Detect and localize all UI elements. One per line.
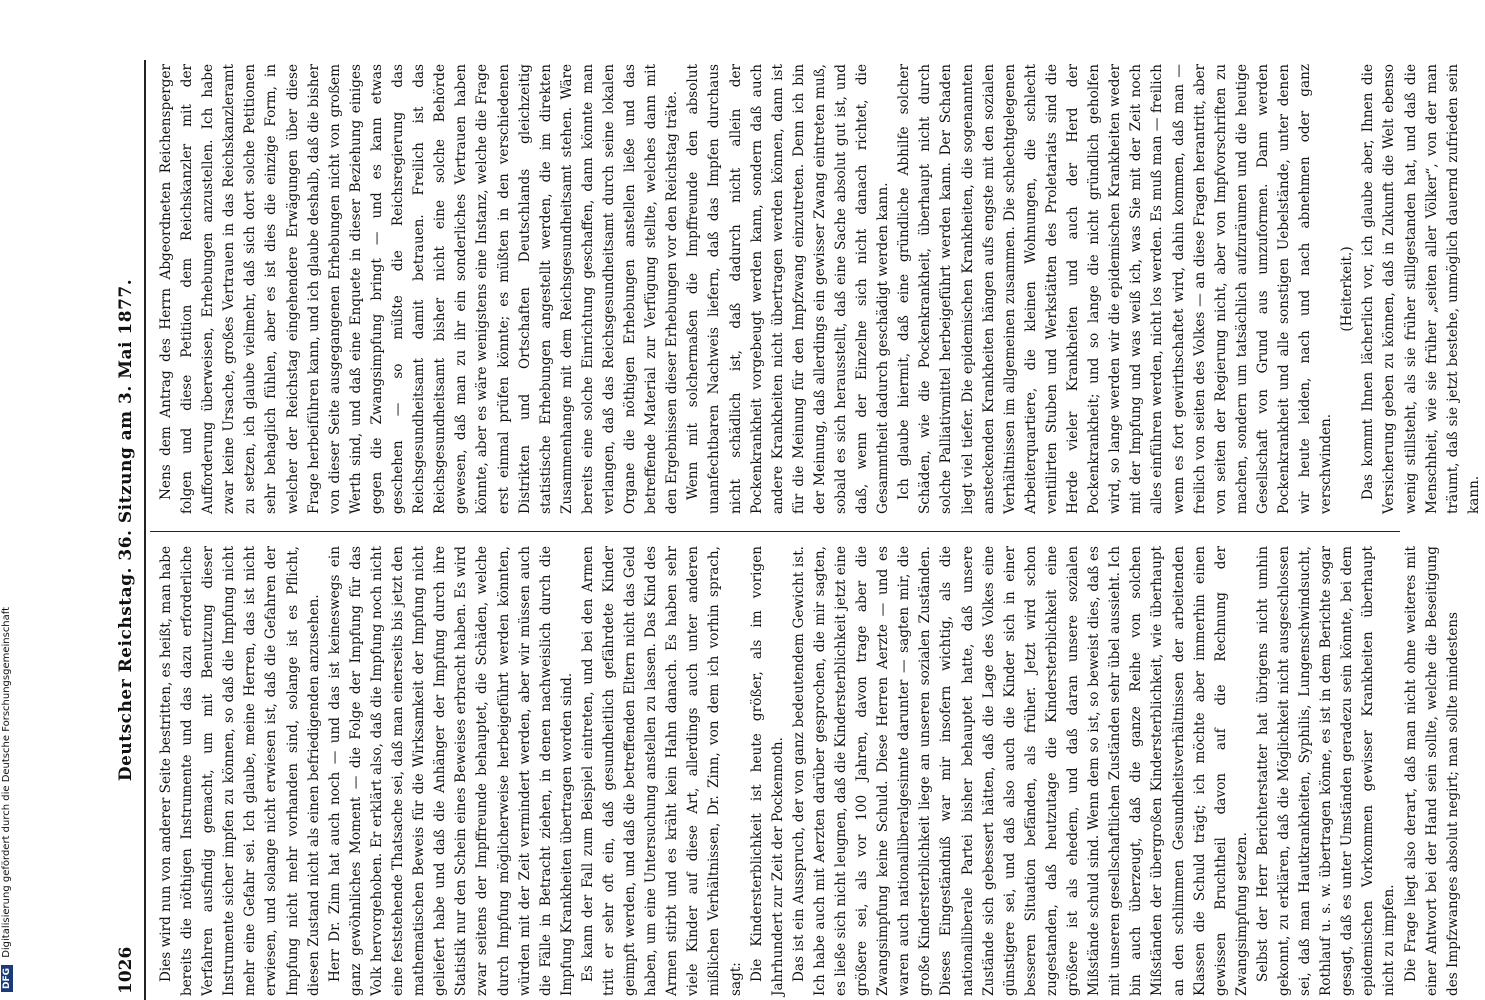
paragraph: Ich glaube hiermit, daß eine gründliche Abhilfe solcher Schäden, wie die Pockenkrankheit, überhaupt nicht durch solche Palliativmittel herbeigeführt werden kann. Der Schaden liegt viel tiefer. Die epidemischen Krankheiten, die sogenannten ansteckenden Krankheiten hängen aufs engste mit den sozialen Verhältnissen im allgemeinen zusammen. Die schlechtgelegenen Arbeiterquartiere, die kleinen Wohnungen, die schlecht ventilirten Stuben und Werkstätten des Proletariats sind die Herde vieler Krankheiten und auch der Herd der Pockenkrankheit; und so lange die nicht gründlich geholfen wird, so lange werden wir die epidemischen Krankheiten weder mit der Impfung und was weiß ich, was Sie mit der Zeit noch alles einführen werden, nicht los werden. Es muß man — freilich wenn es fort gewirthschaftet wird, dahin kommen, daß man — freilich von seiten des Volkes — an diese Fragen herantritt, aber von seiten der Regierung nicht, aber von Impfvorschriften zu machen, sondern um tatsächlich aufzuräumen und die heutige Gesellschaft von Grund aus umzuformen. Dann werden Pockenkrankheit und alle sonstigen Uebelstände, unter denen wir heute leiden, nach und nach abnehmen oder ganz verschwinden. (896, 64, 1335, 514)
left-column (156, 546, 1461, 996)
paragraph: Herr Dr. Zinn hat auch noch — und das ist keineswegs ein ganz gewöhnliches Moment — die Folge der Impfung für das Volk hervorgehoben. Er erklärt also, daß die Impfung noch nicht eine feststehende Thatsache sei, daß man einerseits bis jetzt den mathematischen Beweis für die Wirksamkeit der Impfung nicht geliefert habe und daß die Anhänger der Impfung durch ihre Statistik nur den Schein eines Beweises erbracht haben. Es wird zwar seitens der Impffreunde behauptet, die Schäden, welche durch Impfung möglicherweise herbeigeführt werden könnten, würden mit der Zeit vermindert werden, aber wir müssen auch die Fälle in Betracht ziehen, in denen nachweislich durch die Impfung Krankheiten übertragen worden sind. (326, 546, 575, 996)
digitization-credit (0, 0, 14, 1000)
credit-text: Digitalisierung gefördert durch die Deutsche Forschungsgemeinschaft (1, 606, 12, 958)
paragraph: Es kann der Fall zum Beispiel eintreten, und bei den Armen tritt er sehr oft ein, daß gesundheitlich gefährdete Kinder geimpft werden, und daß die betreffenden Eltern nicht das Geld haben, um eine Untersuchung anstellen zu lassen. Das Kind des Armen stirbt und es kräht kein Hahn danach. Es haben sehr viele Kinder auf diese Art, allerdings auch unter anderen mißlichen Verhältnissen, Dr. Zinn, von dem ich vorhin sprach, sagt: (579, 546, 744, 996)
right-column (156, 64, 1482, 514)
paragraph: Das ist ein Ausspruch, der von ganz bedeutendem Gewicht ist. Ich habe auch mit Aerzten darüber gesprochen, die mir sagten, es ließe sich nicht leugnen, daß die Kindersterblichkeit jetzt eine größere sei, als vor 100 Jahren, davon trage aber die Zwangsimpfung keine Schuld. Diese Herren Aerzte — und es waren auch nationalliberalgesinnte darunter — sagten mir, die große Kindersterblichkeit liege an unseren sozialen Zuständen. Dieses Eingeständniß war mir insofern wichtig, als die nationalliberale Partei bisher behauptet hatte, daß unsere Zustände sich gebessert hätten, daß die Lage des Volkes eine günstigere sei, und daß also auch die Kinder sich in einer besseren Situation befänden, als früher. Jetzt wird schon zugestanden, daß heutzutage die Kindersterblichkeit eine größere ist als ehedem, und daß daran unsere sozialen Mißstände schuld sind. Wenn dem so ist, so beweist dies, daß es mit unseren gesellschaftlichen Zuständen sehr übel aussieht. Ich bin auch überzeugt, daß die ganze Reihe von solchen Mißständen der übergroßen Kindersterblichkeit, wie überhaupt an den schlimmen Gesundheitsverhältnissen der arbeitenden Klassen die Schuld trägt; ich möchte aber immerhin einen gewissen Bruchtheil davon auf die Rechnung der Zwangsimpfung setzen. (790, 546, 1250, 996)
interjection: (Heiterkeit.) (1339, 246, 1356, 332)
paragraph: Die Frage liegt also derart, daß man nicht ohne weiteres mit einer Antwort bei der Hand sein sollte, welche die Beseitigung des Impfzwanges absolut negirt; man sollte mindestens (1402, 546, 1461, 996)
paragraph: Nens dem Antrag des Herrn Abgeordneten Reichensperger folgen und diese Petition dem Reichskanzler mit der Aufforderung überweisen, Erhebungen anzustellen. Ich habe zwar keine Ursache, großes Vertrauen in das Reichskanzleramt zu setzen, ich glaube vielmehr, daß sich dort solche Petitionen sehr behaglich fühlen, aber es ist dies die einzige Form, in welcher der Reichstag eingehendere Erwägungen über diese Frage herbeiführen kann, und ich glaube deshalb, daß die bisher von dieser Seite ausgegangenen Erhebungen nicht von großem Werth sind, und daß eine Enquete in dieser Beziehung einiges gegen die Zwangsimpfung bringt — und es kann etwas geschehen — so müßte die Reichsregierung das Reichsgesundheitsamt damit betrauen. Freilich ist das Reichsgesundheitsamt bisher nicht eine solche Behörde gewesen, daß man zu ihr ein sonderliches Vertrauen haben könnte, aber es wäre wenigstens eine Instanz, welche die Frage erst einmal prüfen könnte; es müßten in den verschiedenen Distrikten und Ortschaften Deutschlands gleichzeitig statistische Erhebungen angestellt werden, die im direkten Zusammenhange mit dem Reichsgesundheitsamt stehen. Wäre bereits eine solche Einrichtung geschaffen, dann könnte man verlangen, daß das Reichsgesundheitsamt durch seine lokalen Organe die nöthigen Erhebungen anstellen ließe und das betreffende Material zur Verfügung stellte, welches dann mit den Ergebnissen dieser Erhebungen vor den Reichstag träte. (158, 64, 681, 514)
dfg-logo: DFG (1, 965, 13, 992)
page-title: Deutscher Reichstag. 36. Sitzung am 3. Mai 1877. (116, 278, 136, 782)
paragraph: Selbst der Herr Berichterstatter hat übrigens nicht umhin gekonnt, zu erklären, daß die Möglichkeit nicht ausgeschlossen sei, daß man Hautkrankheiten, Syphilis, Lungenschwindsucht, Rothlauf u. s. w. übertragen könne, es ist in dem Berichte sogar gesagt, daß es unter Umständen geradezu sein könnte, bei dem epidemischen Vorkommen gewisser Krankheiten überhaupt nicht zu impfen. (1254, 546, 1398, 996)
column-divider (150, 531, 1400, 532)
paragraph: Dies wird nun von anderer Seite bestritten, es heißt, man habe bereits die nöthigen Instrumente und das dazu erforderliche Verfahren ausfindig gemacht, um mit Benutzung dieser Instrumente sicher impfen zu können, so daß die Impfung nicht mehr eine Gefahr sei. Ich glaube, meine Herren, das ist nicht erwiesen, und solange nicht erwiesen ist, daß die Gefahren der Impfung nicht mehr vorhanden sind, solange ist es Pflicht, diesen Zustand nicht als einen befriedigenden anzusehen. (158, 546, 322, 996)
page-number: 1026 (116, 946, 136, 994)
paragraph: Wenn mit solchermaßen die Impffreunde den absolut unanfechtbaren Nachweis liefern, daß das Impfen durchaus nicht schädlich ist, daß dadurch nicht allein der Pockenkrankheit vorgebeugt werden kann, sondern daß auch andere Krankheiten nicht übertragen werden können, dann ist für die Meinung für den Impfzwang einzutreten. Denn ich bin der Meinung, daß allerdings ein gewisser Zwang eintreten muß, sobald es sich herausstellt, daß eine Sache absolut gut ist, und daß, wenn der Einzelne sich nicht danach richtet, die Gesammtheit dadurch geschädigt werden kann. (685, 64, 892, 514)
quote-paragraph: Die Kindersterblichkeit ist heute größer, als im vorigen Jahrhundert zur Zeit der Pockennoth. (748, 546, 786, 996)
paragraph: Das kommt Ihnen lächerlich vor, ich glaube aber, Ihnen die Versicherung geben zu können, daß in Zukunft die Welt ebenso wenig stillsteht, als sie früher stillgestanden hat, und daß die Menschheit, wie sie früher „seiten aller Völker“, von der man träumt, daß sie jetzt bestehe, unmöglich dauernd zufrieden sein kann. (1360, 64, 1482, 514)
newspaper-page (110, 60, 1482, 1000)
digitization-strip (0, 0, 14, 1000)
page-header (110, 60, 146, 1000)
